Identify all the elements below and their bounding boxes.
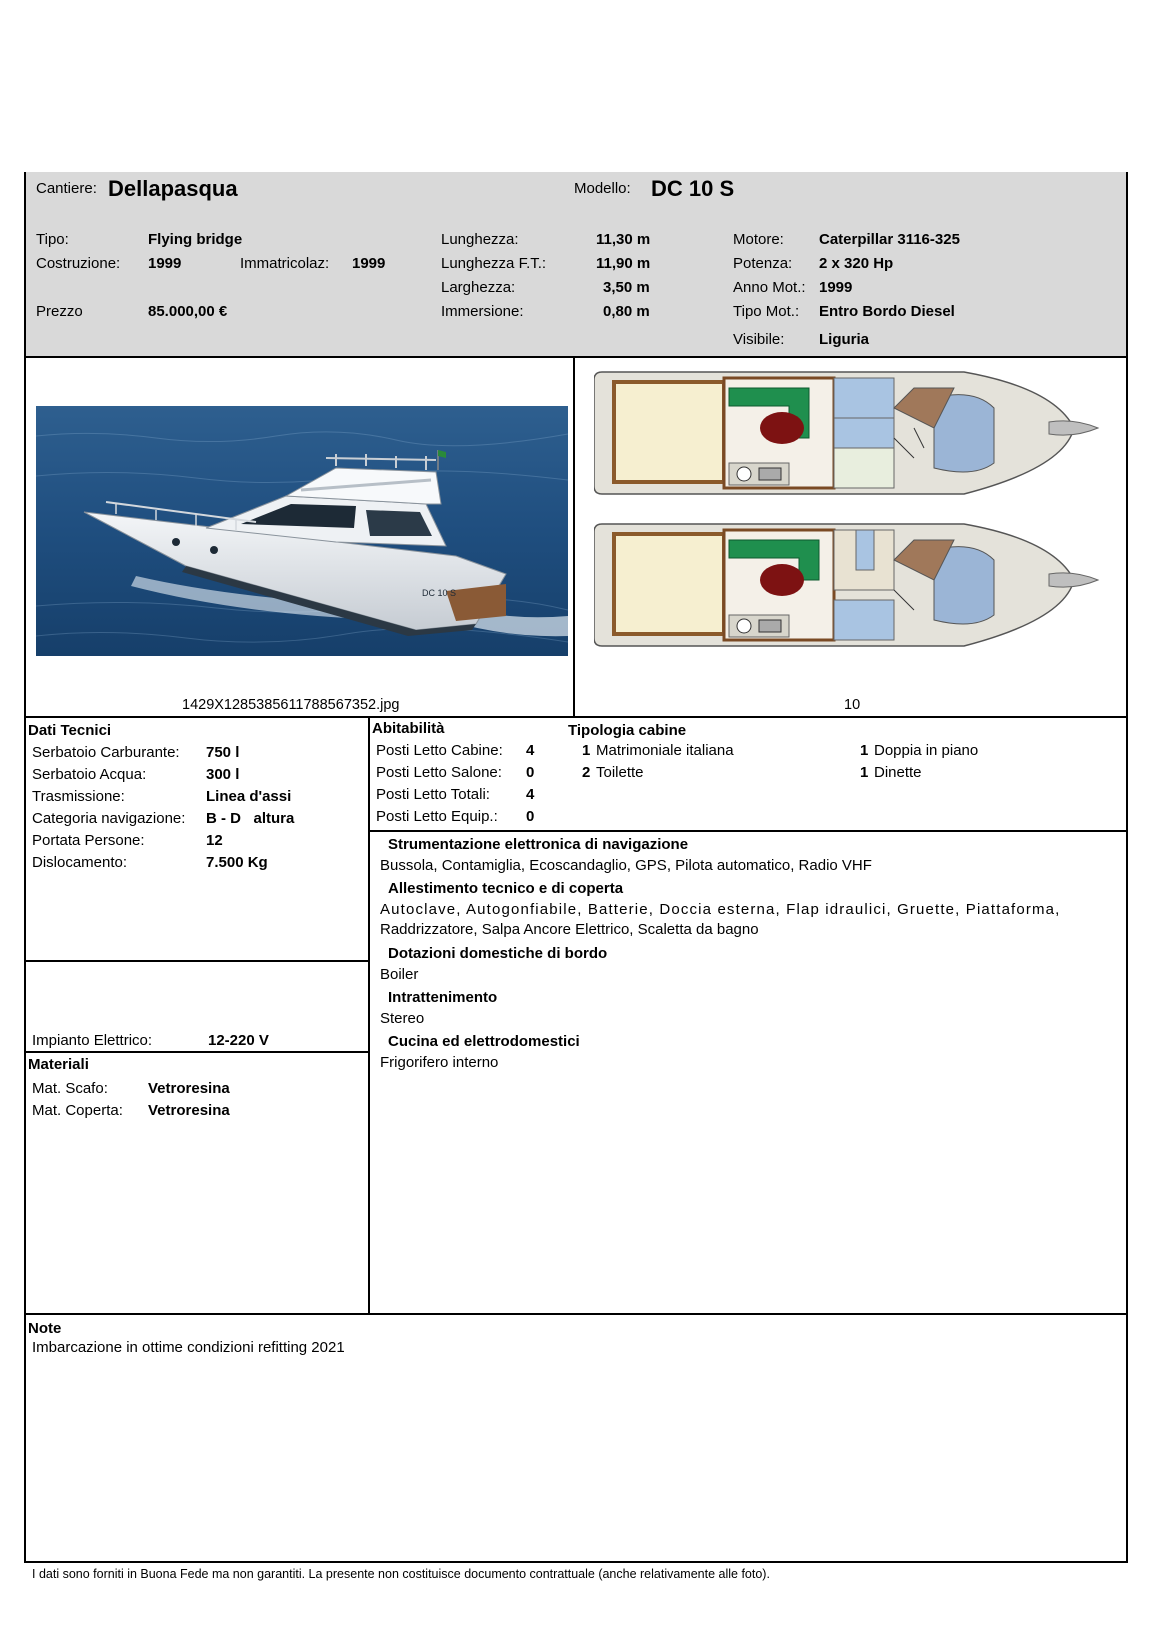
lunghezza-label: Lunghezza: (441, 231, 519, 248)
cabin-count: 2 (582, 764, 591, 781)
cabin-count: 1 (860, 742, 869, 759)
immatricolaz-value: 1999 (352, 255, 386, 272)
dati-row-label: Dislocamento: (32, 854, 128, 871)
lunghezza-ft-value: 11,90 m (596, 255, 651, 272)
dati-row-value: B - D altura (206, 810, 295, 827)
equipment-text: Bussola, Contamiglia, Ecoscandaglio, GPS, Pilota automatico, Radio VHF (380, 857, 872, 874)
equipment-top-line (370, 830, 1128, 832)
equipment-text: Frigorifero interno (380, 1054, 499, 1071)
motore-label: Motore: (733, 231, 784, 248)
abitabilita-row-value: 0 (526, 808, 535, 825)
prezzo-label: Prezzo (36, 303, 83, 320)
note-top-line (24, 1313, 1128, 1315)
tipo-mot-label: Tipo Mot.: (733, 303, 800, 320)
boat-photo (36, 406, 568, 656)
abitabilita-row-value: 0 (526, 764, 535, 781)
larghezza-label: Larghezza: (441, 279, 516, 296)
impianto-value: 12-220 V (208, 1032, 269, 1049)
hull-mark: DC 10 S (422, 588, 457, 598)
visibile-label: Visibile: (733, 331, 785, 348)
dati-row-label: Portata Persone: (32, 832, 145, 849)
visibile-value: Liguria (819, 331, 870, 348)
abitabilita-row-label: Posti Letto Equip.: (376, 808, 498, 825)
larghezza-value: 3,50 m (603, 279, 650, 296)
cantiere-label: Cantiere: (36, 180, 97, 197)
lunghezza-value: 11,30 m (596, 231, 651, 248)
dati-row-label: Serbatoio Acqua: (32, 766, 147, 783)
abitabilita-title: Abitabilità (372, 720, 445, 737)
equipment-text: Boiler (380, 966, 419, 983)
costruzione-value: 1999 (148, 255, 182, 272)
tipo-value: Flying bridge (148, 231, 243, 248)
immersione-label: Immersione: (441, 303, 524, 320)
costruzione-label: Costruzione: (36, 255, 121, 272)
lunghezza-ft-label: Lunghezza F.T.: (441, 255, 547, 272)
materiali-row-value: Vetroresina (148, 1102, 230, 1119)
deck-plan-lower (594, 524, 1098, 646)
dati-row-value: 7.500 Kg (206, 854, 268, 871)
dati-row-value: Linea d'assi (206, 788, 292, 805)
cabin-count: 1 (860, 764, 869, 781)
deck-plan-upper (594, 372, 1098, 494)
prezzo-value: 85.000,00 € (148, 303, 228, 320)
footer-disclaimer: I dati sono forniti in Buona Fede ma non garantiti. La presente non costituisce documento contrattuale (anche relativamente alle foto). (32, 1567, 770, 1581)
materiali-row-label: Mat. Coperta: (32, 1102, 123, 1119)
abitabilita-row-label: Posti Letto Totali: (376, 786, 490, 803)
cabin-count: 1 (582, 742, 591, 759)
equipment-title: Strumentazione elettronica di navigazione (388, 836, 689, 853)
cabin-type: Dinette (874, 764, 922, 781)
anno-mot-value: 1999 (819, 279, 853, 296)
dati-row-value: 12 (206, 832, 223, 849)
abitabilita-row-value: 4 (526, 742, 535, 759)
tipo-label: Tipo: (36, 231, 69, 248)
cabin-type: Doppia in piano (874, 742, 979, 759)
deck-plan-caption: 10 (844, 697, 861, 713)
immersione-value: 0,80 m (603, 303, 650, 320)
materiali-row-label: Mat. Scafo: (32, 1080, 108, 1097)
note-title: Note (28, 1320, 62, 1337)
equipment-text: Stereo (380, 1010, 425, 1027)
equipment-title: Intrattenimento (388, 989, 498, 1006)
dati-row-value: 750 l (206, 744, 240, 761)
materiali-row-value: Vetroresina (148, 1080, 230, 1097)
equipment-text: Autoclave, Autogonfiabile, Batterie, Doccia esterna, Flap idraulici, Gruette, Piattaforma, (380, 901, 1061, 918)
modello-label: Modello: (574, 180, 631, 197)
tipologia-title: Tipologia cabine (568, 722, 687, 739)
note-text: Imbarcazione in ottime condizioni refitting 2021 (32, 1339, 345, 1356)
dati-tecnici-title: Dati Tecnici (28, 722, 112, 739)
anno-mot-label: Anno Mot.: (733, 279, 806, 296)
abitabilita-row-value: 4 (526, 786, 535, 803)
equipment-title: Cucina ed elettrodomestici (388, 1033, 580, 1050)
potenza-label: Potenza: (733, 255, 793, 272)
photo-bottom-line (24, 716, 1128, 718)
dati-row-label: Categoria navigazione: (32, 810, 186, 827)
materiali-title: Materiali (28, 1056, 89, 1073)
tipo-mot-value: Entro Bordo Diesel (819, 303, 955, 320)
equipment-title: Dotazioni domestiche di bordo (388, 945, 608, 962)
potenza-value: 2 x 320 Hp (819, 255, 894, 272)
cabin-type: Matrimoniale italiana (596, 742, 734, 759)
equipment-text: Raddrizzatore, Salpa Ancore Elettrico, Scaletta da bagno (380, 921, 759, 938)
equipment-title: Allestimento tecnico e di coperta (388, 880, 624, 897)
materiali-top-line (24, 1051, 370, 1053)
dati-row-value: 300 l (206, 766, 240, 783)
dati-bottom-line (24, 960, 370, 962)
abitabilita-row-label: Posti Letto Cabine: (376, 742, 503, 759)
immatricolaz-label: Immatricolaz: (240, 255, 330, 272)
deck-plan (594, 368, 1104, 688)
motore-value: Caterpillar 3116-325 (819, 231, 960, 248)
cantiere-value: Dellapasqua (108, 176, 238, 201)
cabin-type: Toilette (596, 764, 644, 781)
left-column-divider (368, 716, 370, 1313)
impianto-label: Impianto Elettrico: (32, 1032, 153, 1049)
photo-divider (573, 356, 575, 718)
dati-row-label: Serbatoio Carburante: (32, 744, 180, 761)
boat-photo-caption: 1429X1285385611788567352.jpg (182, 697, 400, 713)
abitabilita-row-label: Posti Letto Salone: (376, 764, 502, 781)
dati-row-label: Trasmissione: (32, 788, 125, 805)
modello-value: DC 10 S (651, 176, 735, 201)
